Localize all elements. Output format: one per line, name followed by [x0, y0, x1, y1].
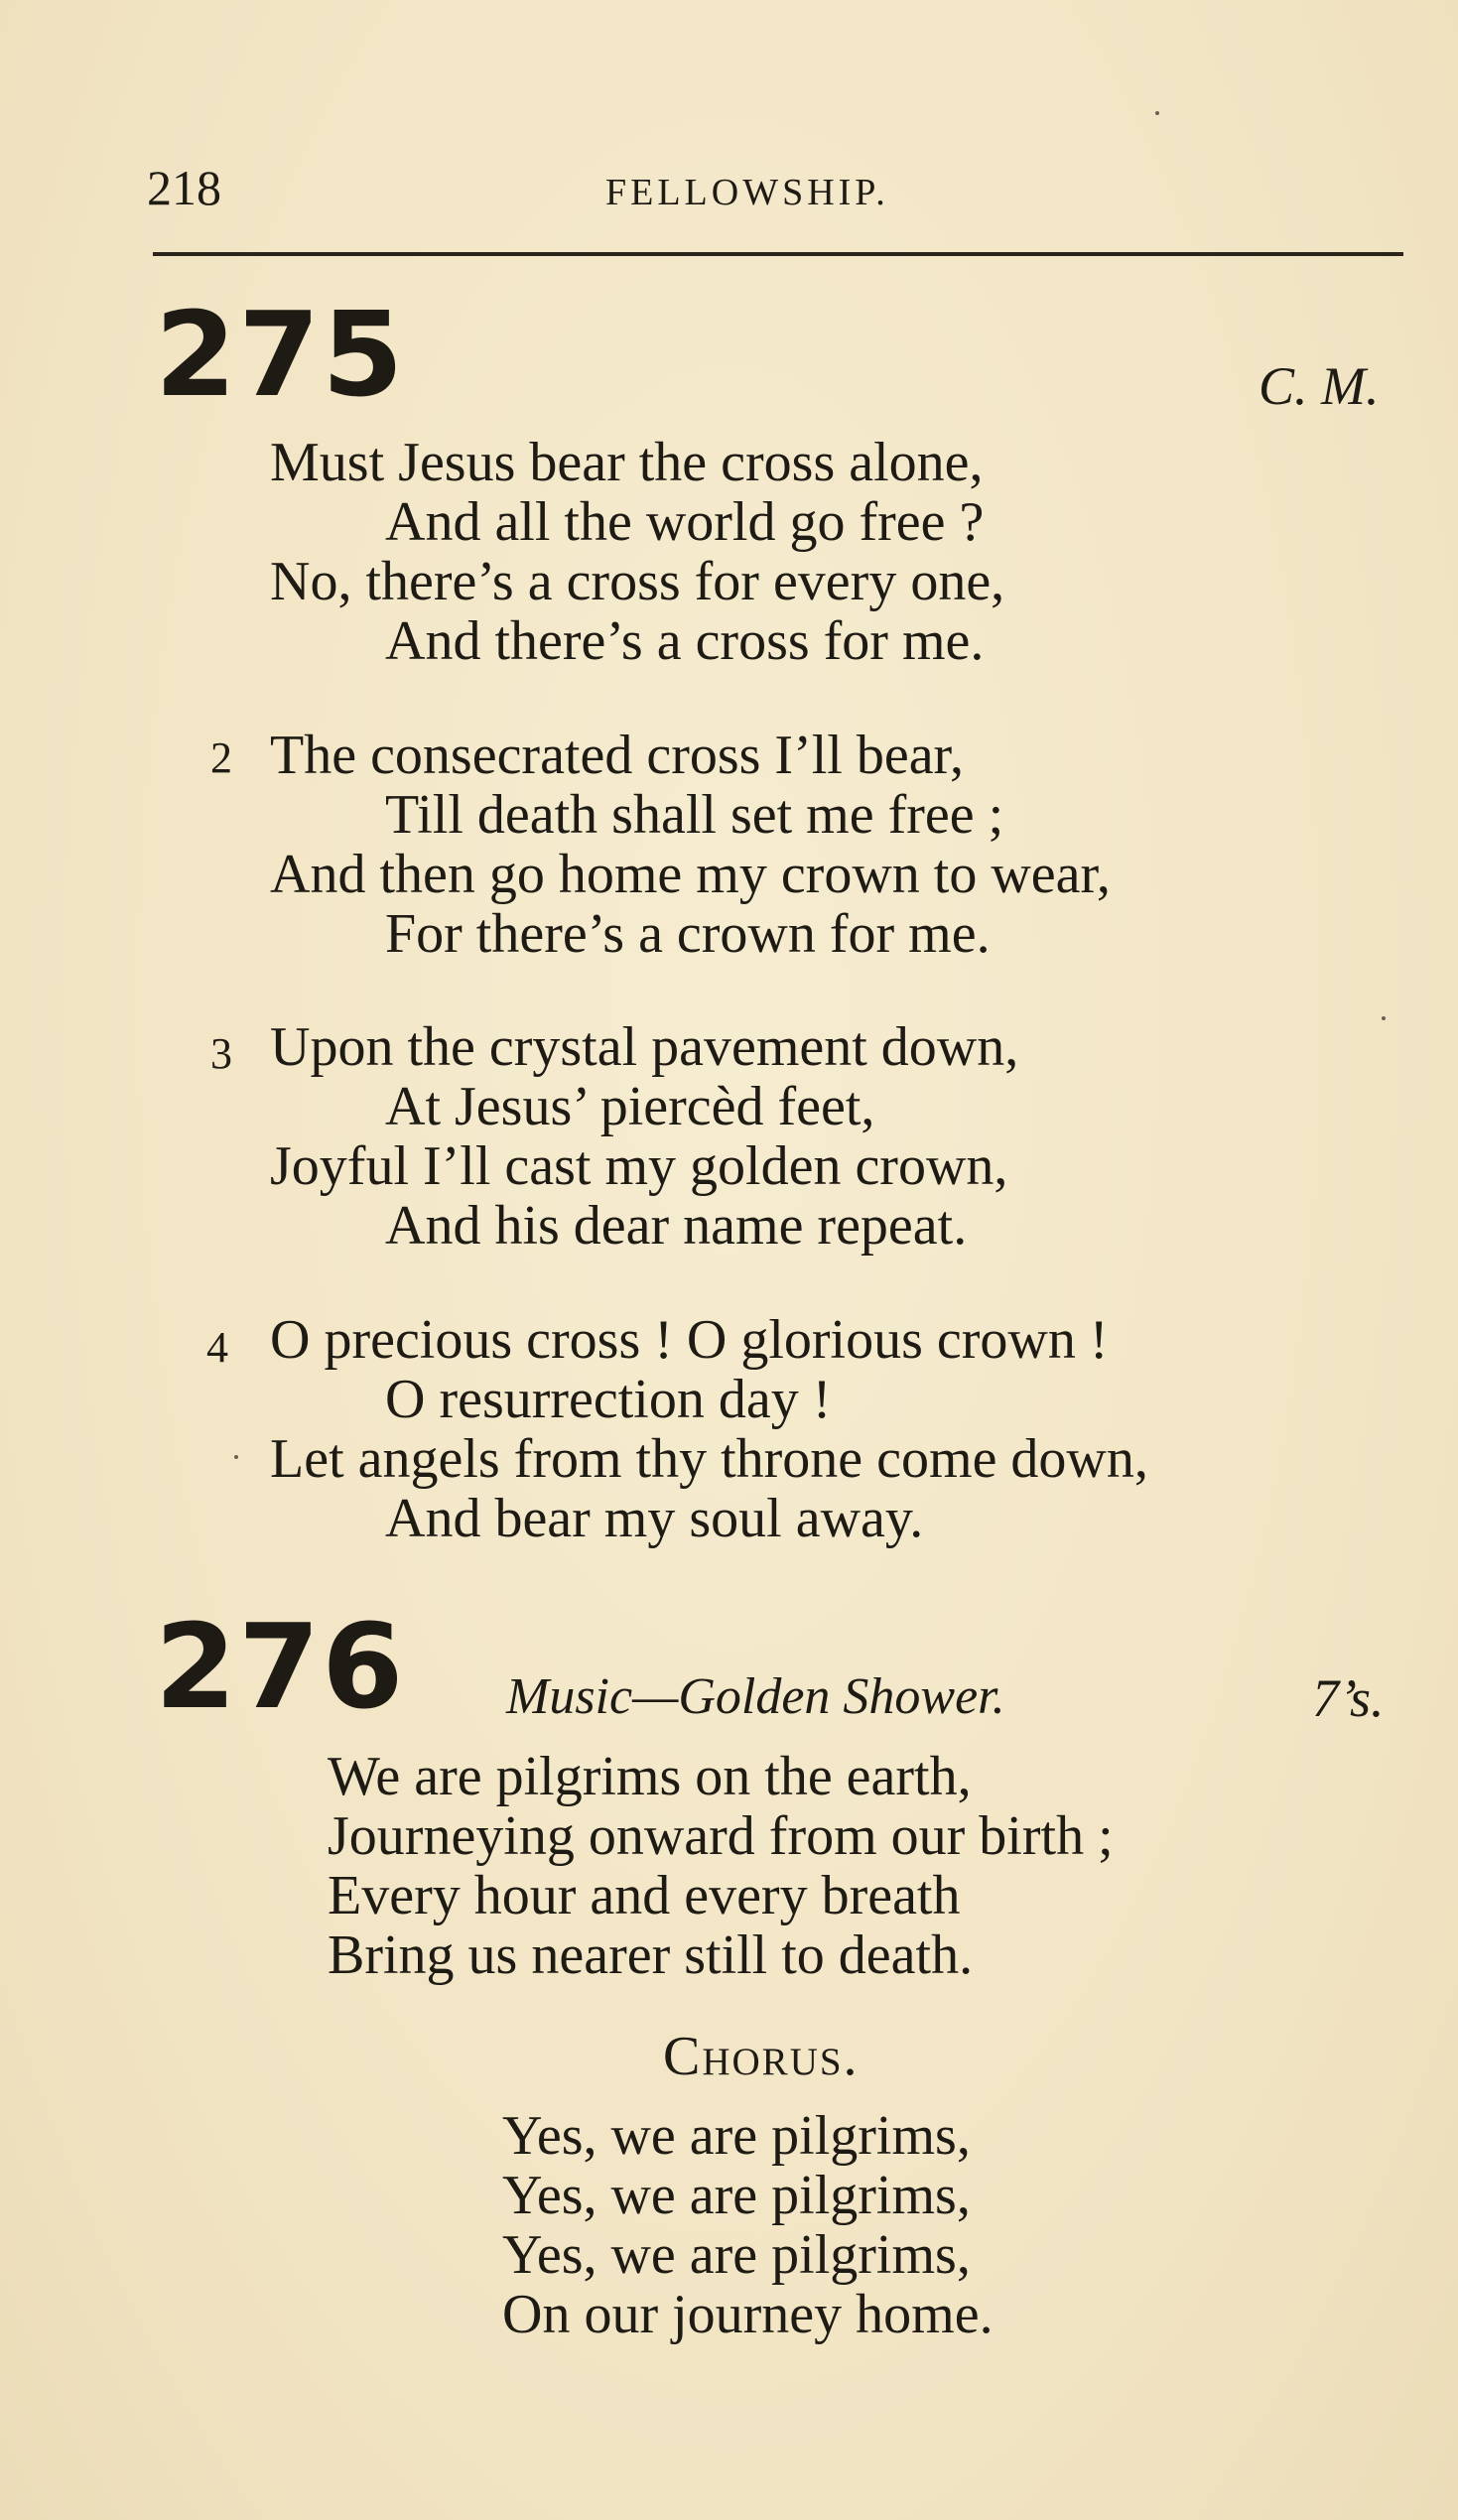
paper-speck	[1382, 1016, 1386, 1020]
chorus-line-3: Yes, we are pilgrims,	[502, 2224, 971, 2286]
running-title: FELLOWSHIP.	[605, 172, 889, 213]
chorus-heading-text: Chorus.	[663, 2026, 860, 2087]
hymn-275-verse-2-line-1: The consecrated cross I’ll bear,	[270, 725, 964, 786]
hymn-275-verse-4-line-4: And bear my soul away.	[385, 1488, 924, 1549]
hymn-275-verse-2-line-2: Till death shall set me free ;	[385, 784, 1004, 846]
hymn-275-verse-4-line-3: Let angels from thy throne come down,	[270, 1428, 1148, 1490]
hymn-275-verse-3-line-2: At Jesus’ piercèd feet,	[385, 1076, 875, 1137]
hymn-275-verse-1-line-4: And there’s a cross for me.	[385, 610, 985, 672]
hymn-number-276: 276	[155, 1598, 406, 1735]
page-number: 218	[147, 160, 221, 215]
hymn-276-verse-line-3: Every hour and every breath	[328, 1865, 961, 1926]
page-header	[147, 159, 1403, 218]
hymn-275-verse-3-line-1: Upon the crystal pavement down,	[270, 1016, 1019, 1078]
hymn-275-verse-1-line-1: Must Jesus bear the cross alone,	[270, 432, 984, 493]
hymn-275-verse-2-line-4: For there’s a crown for me.	[385, 903, 991, 965]
hymn-275-verse-2-number: 2	[210, 733, 232, 782]
hymn-276-verse-line-2: Journeying onward from our birth ;	[328, 1805, 1114, 1867]
header-rule	[153, 252, 1403, 256]
hymn-275-verse-3-number: 3	[210, 1029, 232, 1078]
hymn-275-verse-2-line-3: And then go home my crown to wear,	[270, 844, 1111, 905]
hymn-275-verse-4-line-2: O resurrection day !	[385, 1369, 832, 1430]
hymn-275-verse-4-line-1: O precious cross ! O glorious crown !	[270, 1309, 1109, 1371]
chorus-line-1: Yes, we are pilgrims,	[502, 2105, 971, 2167]
hymn-275-verse-1-line-3: No, there’s a cross for every one,	[270, 551, 1005, 612]
hymn-275-verse-3-line-3: Joyful I’ll cast my golden crown,	[270, 1135, 1008, 1197]
hymn-275-verse-4-number: 4	[206, 1323, 228, 1372]
hymn-276-verse-line-4: Bring us nearer still to death.	[328, 1924, 974, 1986]
chorus-line-4: On our journey home.	[502, 2284, 994, 2345]
hymn-276-music-line: Music—Golden Shower.	[506, 1668, 1005, 1725]
hymn-275-meter: C. M.	[1259, 356, 1380, 416]
chorus-heading	[663, 2025, 860, 2088]
paper-speck	[1155, 111, 1159, 115]
hymn-275-verse-1-line-2: And all the world go free ?	[385, 491, 985, 553]
hymn-276-verse-line-1: We are pilgrims on the earth,	[328, 1746, 972, 1807]
hymn-275-verse-3-line-4: And his dear name repeat.	[385, 1195, 968, 1257]
hymn-number-275: 275	[155, 286, 406, 423]
hymn-276-meter: 7’s.	[1312, 1668, 1385, 1728]
paper-speck	[234, 1455, 238, 1459]
chorus-line-2: Yes, we are pilgrims,	[502, 2165, 971, 2226]
